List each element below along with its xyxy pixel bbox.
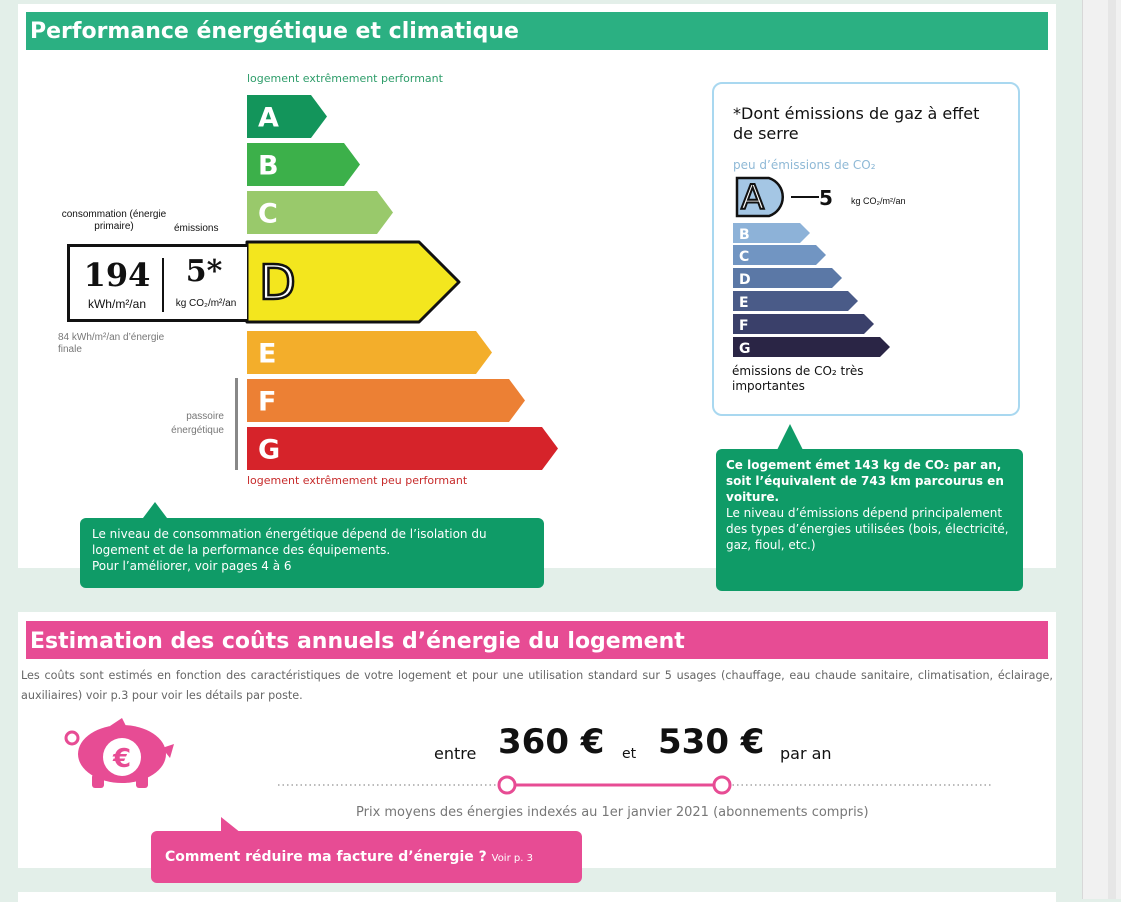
info-left-line3: Pour l’améliorer, voir pages 4 à 6 [92, 559, 292, 573]
dpe-letter-d: D [259, 255, 296, 311]
passoire-label: passoire énergétique [171, 411, 224, 436]
info-right-text: Le niveau d’émissions dépend principalement des types d’énergies utilisées (bois, électricité, gaz, fioul, etc.) [726, 506, 1009, 552]
ges-letter-a: A [741, 178, 765, 218]
ges-bar-e [733, 291, 858, 311]
cost-between-label: entre [434, 744, 477, 763]
cost-range-slider [276, 773, 996, 797]
ges-high-label: émissions de CO₂ très importantes [732, 364, 864, 393]
consumption-value: 194 [83, 256, 151, 294]
dpe-bottom-label: logement extrêmement peu performant [247, 474, 468, 487]
consumption-info-bubble [80, 518, 544, 588]
reduce-bill-ref[interactable]: Voir p. 3 [491, 853, 533, 864]
ges-value: 5 [819, 186, 833, 210]
dpe-top-label: logement extrêmement performant [247, 72, 443, 85]
dpe-letter-g: G [258, 434, 281, 466]
ges-bar-g [733, 337, 890, 357]
info-left-line2: logement et de la performance des équipements. [92, 543, 391, 557]
cost-per-year-label: par an [780, 744, 832, 763]
emissions-unit: kg CO₂/m²/an [175, 298, 237, 309]
ges-letter-b: B [739, 227, 750, 243]
ges-letter-c: C [739, 249, 750, 265]
next-card [18, 892, 1056, 902]
cost-max-marker [714, 777, 730, 793]
cost-intro: Les coûts sont estimés en fonction des caractéristiques de votre logement et pour une utilisation standard sur 5 usages (chauffage, eau chaude sanitaire, climatisation, éclairage, auxiliaires) voir p.3 pour voir les détails par poste. [21, 669, 1053, 702]
emissions-info-bubble [716, 449, 1023, 591]
ges-low-label: peu d’émissions de CO₂ [733, 158, 876, 172]
bubble-right-pointer [775, 424, 805, 450]
final-energy-label: 84 kWh/m²/an d’énergie finale [58, 332, 165, 355]
consumption-label: consommation (énergie primaire) [61, 209, 167, 232]
dpe-letter-c: C [258, 198, 278, 230]
price-note: Prix moyens des énergies indexés au 1er janvier 2021 (abonnements compris) [356, 805, 869, 820]
cost-max-value: 530 € [658, 722, 765, 762]
dpe-letter-e: E [258, 338, 277, 370]
ges-title: *Dont émissions de gaz à effet de serre [733, 104, 980, 143]
emissions-label: émissions [174, 223, 219, 234]
ges-letter-g: G [739, 341, 751, 357]
ges-letter-d: D [739, 272, 751, 288]
cost-and-label: et [622, 746, 637, 762]
piggy-euro-symbol: € [112, 744, 132, 774]
ges-letter-e: E [739, 295, 749, 311]
bubble-left-pointer [140, 502, 170, 518]
consumption-unit: kWh/m²/an [87, 297, 146, 311]
cost-section-title: Estimation des coûts annuels d’énergie du logement [26, 621, 1048, 659]
ges-scale [0, 0, 1121, 420]
dpe-letter-a: A [258, 102, 279, 134]
info-right-bold: Ce logement émet 143 kg de CO₂ par an, soit l’équivalent de 743 km parcourus en voiture. [726, 458, 1004, 504]
emissions-value: 5* [185, 254, 223, 289]
dpe-letter-b: B [258, 150, 279, 182]
reduce-bill-label[interactable]: Comment réduire ma facture d’énergie ? [165, 849, 487, 865]
energy-section-title: Performance énergétique et climatique [26, 12, 1048, 50]
cost-min-marker [499, 777, 515, 793]
piggy-bank-icon [58, 718, 178, 798]
ges-letter-f: F [739, 318, 749, 334]
dpe-letter-f: F [258, 386, 277, 418]
ges-unit: kg CO₂/m²/an [851, 196, 906, 206]
info-left-line1: Le niveau de consommation énergétique dépend de l’isolation du [92, 527, 487, 541]
cost-min-value: 360 € [498, 722, 605, 762]
reduce-bill-link[interactable] [151, 831, 582, 883]
dpe-bar-g [247, 427, 558, 470]
ges-bar-f [733, 314, 874, 334]
